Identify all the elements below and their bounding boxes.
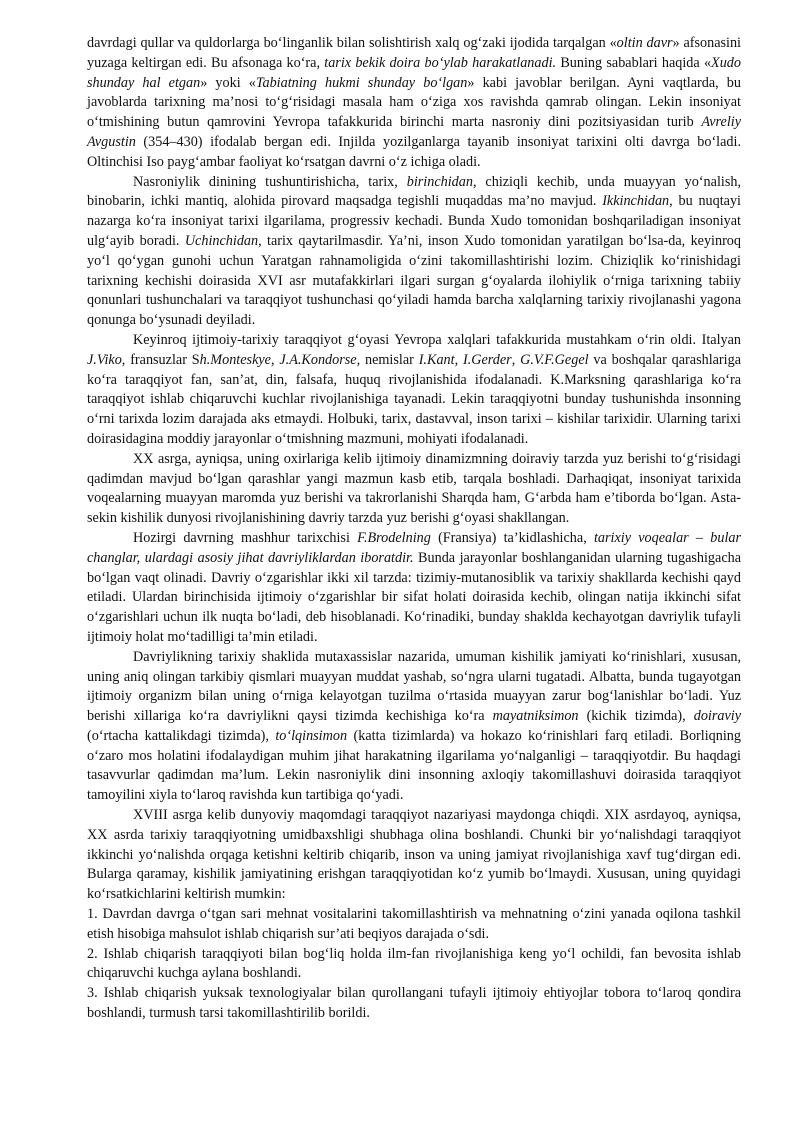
- text-run: (o‘rtacha kattalikdagi tizimda),: [87, 727, 276, 744]
- text-run: » yoki «: [200, 74, 256, 91]
- italic-text: mayatniksimon: [492, 708, 579, 725]
- text-run: davrdagi qullar va quldorlarga bo‘linganlik bilan solishtirish xalq og‘zaki ijodida tarqalgan «: [87, 35, 617, 51]
- text-run: 3. Ishlab chiqarish yuksak texnologiyalar bilan qurollangani tufayli ijtimoiy ehtiyojlar tobora to‘laroq qondira boshlandi, turmush tarsi takomillashtirilib borildi.: [87, 985, 741, 1022]
- text-run: Keyinroq ijtimoiy-tarixiy taraqqiyot g‘oyasi Yevropa xalqlari tafakkurida mustahkam o‘rin oldi. Italyan: [133, 331, 741, 348]
- paragraph: [87, 529, 741, 648]
- italic-text: Ikkinchidan: [602, 193, 670, 210]
- text-run: (Fransiya) ta’kidlashicha,: [430, 529, 594, 546]
- paragraph: [87, 806, 741, 905]
- text-run: chiziqli kechib, unda muayyan yo‘nalish, binobarin, ichki mantiq, alohida pirovard maqsadga tegishli muqaddas ma’no mavjud.: [87, 173, 741, 210]
- italic-text: tarix bekik doira bo‘ylab harakatlanadi.: [324, 54, 557, 71]
- italic-text: G.V.F.Gegel: [520, 351, 589, 368]
- paragraph: [87, 450, 741, 529]
- text-run: ,: [454, 351, 463, 368]
- list-item: [87, 945, 741, 985]
- italic-text: J.Viko: [87, 351, 122, 368]
- text-run: 1. Davrdan davrga o‘tgan sari mehnat vositalarini takomillashtirish va mehnatning o‘zini yanada oqilona tashkil etish hisobiga mahsulot ishlab chiqarish sur’ati beqiyos darajada o‘sdi.: [87, 906, 741, 942]
- text-run: tarix qaytarilmasdir. Ya’ni, inson Xudo tomonidan yaratilgan bo‘lsa-da, keyinroq yo‘l qo‘ygan gunohi uchun Yaratgan rahnamoligida o‘zini takomillashtirishi lozim. Chiziqlik ko‘rinishidagi tarixning kechishi doirasida XVI asr mutafakkirlari ilgari surgan g‘oyalarda ilohiylik o‘rniga tarixning tabiiy qonunlari tushunchalari va taraqqiyot tushunchasi qo‘yiladi hamda barcha xalqlarning tarixiy rivojlanashi yagona qonunga bo‘ysunadi deyiladi.: [87, 232, 741, 329]
- paragraph: [87, 648, 741, 806]
- paragraph: [87, 331, 741, 450]
- italic-text: Avreliy Avgustin: [87, 114, 741, 150]
- italic-text: I.Kant: [418, 351, 455, 368]
- text-run: XX asrga, ayniqsa, uning oxirlariga kelib ijtimoiy dinamizmning doiraviy tarzda yuz berishi to‘g‘risidagi qadimdan mavjud bo‘lgan qarashlar yangi mazmun kasb etib, tarqala boshladi. Darhaqiqat, insoniyat tarixida voqealarning muayyan maromda yuz berishi va takrorlanishi Sharqda ham, G‘arbda ham e’tiborda bo‘lgan. Asta-sekin kishilik dunyosi rivojlanishining davriy tarzda yuz berishi g‘oyasi shakllangan.: [87, 450, 741, 527]
- text-run: » kabi javoblar berilgan. Ayni vaqtlarda, bu javoblarda tarixning ma’nosi to‘g‘risidagi masala ham o‘ziga xos ravishda qamrab olingan. Lekin insoniyat o‘tmishining butun qamrovini Yevropa tafakkurida birinchi marta nasroniy dini pozitsiyasidan turib: [87, 74, 741, 131]
- paragraph: [87, 34, 741, 173]
- text-run: Hozirgi davrning mashhur tarixchisi: [133, 529, 358, 546]
- text-run: (354–430) ifodalab bergan edi. Injilda yozilganlarga tayanib insoniyat tarixini olti davrga bo‘ladi. Oltinchisi Iso payg‘ambar faoliyat ko‘rsatgan davrni o‘z ichiga oladi.: [87, 133, 741, 170]
- italic-text: tarixiy voqealar – bular changlar, ulardagi asosiy jihat davriyliklardan iboratdir.: [87, 529, 742, 566]
- italic-text: oltin davr: [616, 35, 673, 51]
- text-run: ,: [511, 351, 521, 368]
- text-run: nemislar: [360, 351, 419, 368]
- text-run: 2. Ishlab chiqarish taraqqiyoti bilan bog‘liq holda ilm-fan rivojlanishiga keng yo‘l ochildi, fan bevosita ishlab chiqaruvchi kuchga aylana boshlandi.: [87, 945, 741, 982]
- italic-text: F.Brodelning: [357, 529, 431, 546]
- text-run: , bu nuqtayi nazarga ko‘ra insoniyat tarixi ilgarilama, progressiv kechadi. Bunda Xudo tomonidan boshqariladigan insoniyat ulg‘ayib boradi.: [87, 193, 741, 249]
- list-item: [87, 905, 741, 945]
- italic-text: to‘lqinsimon: [275, 727, 348, 744]
- text-run: Nasroniylik dinining tushuntirishicha, tarix,: [133, 173, 407, 190]
- italic-text: Uchinchidan,: [184, 232, 262, 249]
- paragraph: [87, 173, 741, 331]
- text-run: (kichik tizimda),: [578, 708, 694, 725]
- text-run: Buning sabablari haqida «: [556, 54, 712, 71]
- italic-text: doiraviy: [693, 708, 741, 725]
- text-run: va boshqalar qarashlariga ko‘ra taraqqiyot fan, san’at, din, falsafa, huquq rivojlanishida ifodalanadi. K.Marksning qarashlariga ko‘ra taraqqiyot ishlab chiqaruvchi kuchlar rivojlanishiga tayanadi. Lekin taraqqiyotni bunday tushunishda insonning o‘rni tarixda lozim darajada aks etmaydi. Holbuki, tarix, dastavval, inson tarixi – kishilar tarixidir. Ularning tarixi doirasidagina moddiy jarayonlar o‘tmishning mazmuni, mohiyati ifodalanadi.: [87, 351, 741, 447]
- text-run: (katta tizimlarda) va hokazo ko‘rinishlari farq etiladi. Borliqning o‘zaro mos holatini ifodalaydigan muhim jihat harakatning ilgarilama yo‘nalganligi – taraqqiyotdir. Bu haqdagi tasavvurlar qadimdan ma’lum. Lekin nasroniylik dini insonning axloqiy takomillashuvi doirasida taraqqiyot tamoyilini xiyla to‘laroq ravishda kun tartibiga qo‘yadi.: [87, 727, 741, 804]
- text-run: » afsonasini yuzaga keltirgan edi. Bu afsonaga ko‘ra,: [87, 35, 741, 71]
- italic-text: Xudo shunday hal etgan: [87, 54, 741, 91]
- italic-text: I.Gerder: [462, 351, 512, 368]
- document-page: [87, 34, 741, 1024]
- italic-text: birinchidan,: [406, 173, 477, 190]
- text-run: XVIII asrga kelib dunyoviy maqomdagi taraqqiyot nazariyasi maydonga chiqdi. XIX asrdayoq, ayniqsa, XX asrda tarixiy taraqqiyotning umidbaxshligi shubhaga olina boshlandi. Chunki bir yo‘nalishdagi taraqqiyot ikkinchi yo‘nalishda orqaga ketishni keltirib chiqarib, inson va uning jamiyat rivojlanishiga xavf tug‘dirgan edi. Bularga qaramay, kishilik jamiyatining erishgan taraqqiyotidan ko‘z yumib bo‘lmaydi. Xususan, uning quyidagi ko‘rsatkichlarini keltirish mumkin:: [87, 807, 741, 903]
- italic-text: h.Monteskye, J.A.Kondorse,: [199, 351, 361, 368]
- italic-text: Tabiatning hukmi shunday bo‘lgan: [255, 74, 468, 91]
- text-run: Davriylikning tarixiy shaklida mutaxassislar nazarida, umuman kishilik jamiyati ko‘rinishlari, xususan, uning aniq olingan tarkibiy qismlari muayyan muddat yashab, so‘ngra ularni tugatadi. Albatta, bunda tugayotgan ijtimoiy organizm bilan uning o‘rniga kelayotgan tuzilma o‘rtasida muayyan zarur bog‘lanishlar bo‘ladi. Yuz berishi xillariga ko‘ra davriylikni qaysi tizimda kechishiga ko‘ra: [87, 648, 741, 725]
- text-run: Bunda jarayonlar boshlanganidan ularning tugashigacha bo‘lgan vaqt olinadi. Davriy o‘zgarishlar ikki xil tarzda: tizimiy-mutanosiblik va tarixiy shakllarda kechishi qayd etiladi. Ulardan birinchisida ijtimoiy o‘zgarishlar bir sifat holati doirasida kechib, olingan natija ikkinchi sifat o‘zgarishlari uchun ilk nuqta bo‘ladi, deb hisoblanadi. Ko‘rinadiki, bunday shaklda kechayotgan davriylik tufayli ijtimoiy holat mo‘tadilligi ta’min etiladi.: [87, 549, 742, 645]
- list-item: [87, 984, 741, 1024]
- text-run: , fransuzlar S: [121, 351, 200, 368]
